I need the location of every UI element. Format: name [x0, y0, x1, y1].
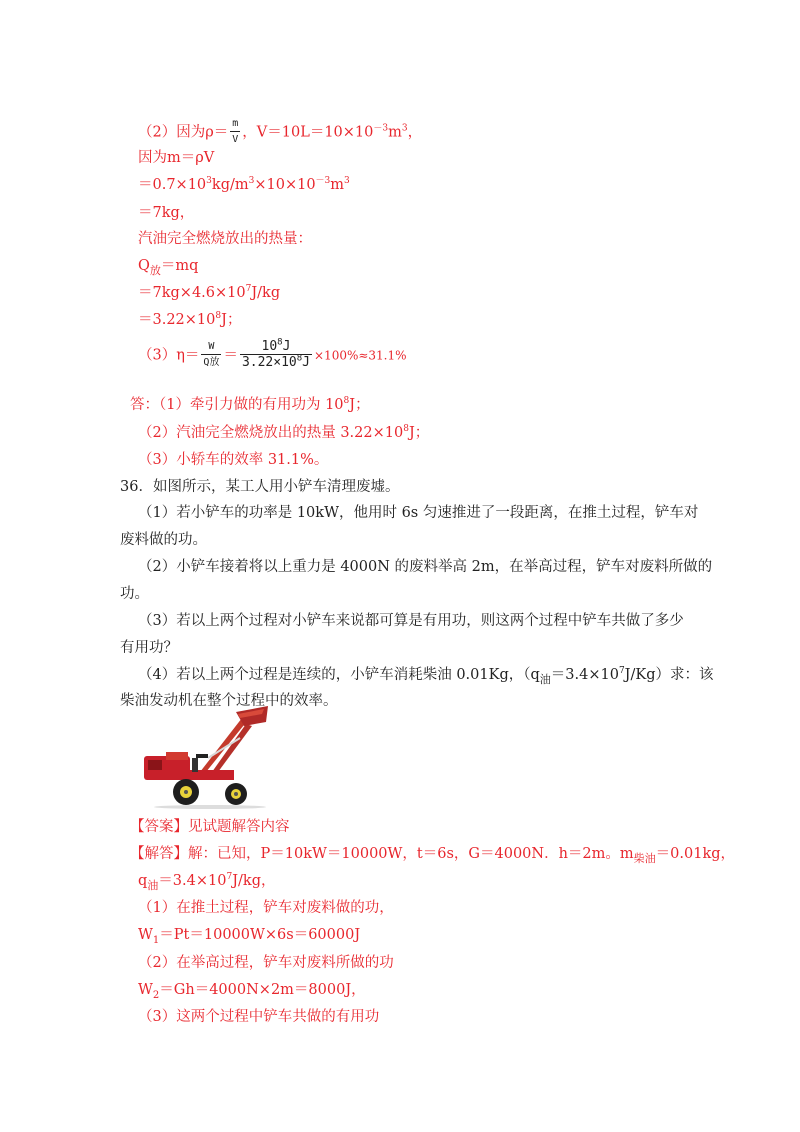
q36-part1-a: （1）若小铲车的功率是 10kW，他用时 6s 匀速推进了一段距离，在推土过程，铲车对	[138, 505, 699, 521]
q-result-line: $=3.22\times 10^8J$；	[138, 311, 242, 328]
loader-tractor-icon	[140, 700, 272, 810]
m-calc-line: $=0.7\times 10^3kg/m^3\times 10\times 10^{-3}m^3$	[138, 176, 350, 193]
q36-part2-b: 功。	[120, 586, 149, 602]
answer-1: 答：（1）牵引力做的有用功为 $10^8J$；	[130, 396, 370, 413]
q-formula-line: $Q_放=mq$	[138, 258, 199, 277]
step2-heading: （2）在举高过程，铲车对废料所做的功	[138, 955, 394, 971]
known-line: 【解答】解：已知，P＝10kW＝10000W，t＝6s，G＝4000N．h＝2m。$m_{柴油}=0.01kg$，	[130, 846, 736, 865]
loader-tractor-figure	[140, 700, 272, 810]
value-fraction: $\frac{10^8J}{3.22\times 10^8J}$	[241, 337, 310, 370]
efficiency-line: （3）η＝ $\frac{W}{\text{Q放}}$ ＝ $\frac{10^8J}{3.22\times 10^8J}$ ×100%≈31.1%	[138, 337, 407, 370]
q36-part3-a: （3）若以上两个过程对小铲车来说都可算是有用功，则这两个过程中铲车共做了多少	[138, 613, 684, 629]
q36-part4-b: 柴油发动机在整个过程中的效率。	[120, 693, 338, 709]
p2-rho-line: （2）因为ρ＝ $\frac{m}{V}$ ，$V=10L=10\times 10^{-3}m^3$，	[138, 117, 422, 148]
m-formula-line: 因为m＝ρV	[138, 150, 215, 166]
rho-fraction: $\frac{m}{V}$	[232, 118, 239, 145]
answer-3: （3）小轿车的效率 31.1%。	[138, 452, 329, 468]
q36-part2-a: （2）小铲车接着将以上重力是 4000N 的废料举高 2m，在举高过程，铲车对废料所做的	[138, 559, 713, 575]
q36-part4-a: （4）若以上两个过程是连续的，小铲车消耗柴油 0.01Kg，$(q_油=3.4\times 10^7J/Kg)$求：该	[138, 666, 714, 686]
answer-2: （2）汽油完全燃烧放出的热量 $3.22\times 10^8J$；	[138, 424, 430, 441]
heat-heading: 汽油完全燃烧放出的热量：	[138, 231, 312, 247]
q36-title: 36．如图所示，某工人用小铲车清理废墟。	[120, 479, 400, 495]
m-result-line: ＝7kg，	[138, 205, 195, 221]
step3-heading: （3）这两个过程中铲车共做的有用功	[138, 1009, 380, 1025]
q-calc-line: $=7kg\times 4.6\times 10^7J/kg$	[138, 284, 281, 301]
w1-calc-line: $W_1=Pt=10000W\times 6s=60000J$	[138, 927, 361, 946]
work-heat-fraction: $\frac{W}{\text{Q放}}$	[203, 341, 220, 368]
q36-part1-b: 废料做的功。	[120, 532, 207, 548]
answer-label: 【答案】见试题解答内容	[130, 819, 290, 835]
w2-calc-line: $W_2=Gh=4000N\times 2m=8000J$，	[138, 982, 366, 1001]
step1-heading: （1）在推土过程，铲车对废料做的功，	[138, 900, 394, 916]
q-known-line: $q_油=3.4\times 10^7J/kg$，	[138, 872, 276, 892]
q36-part3-b: 有用功？	[120, 640, 178, 656]
